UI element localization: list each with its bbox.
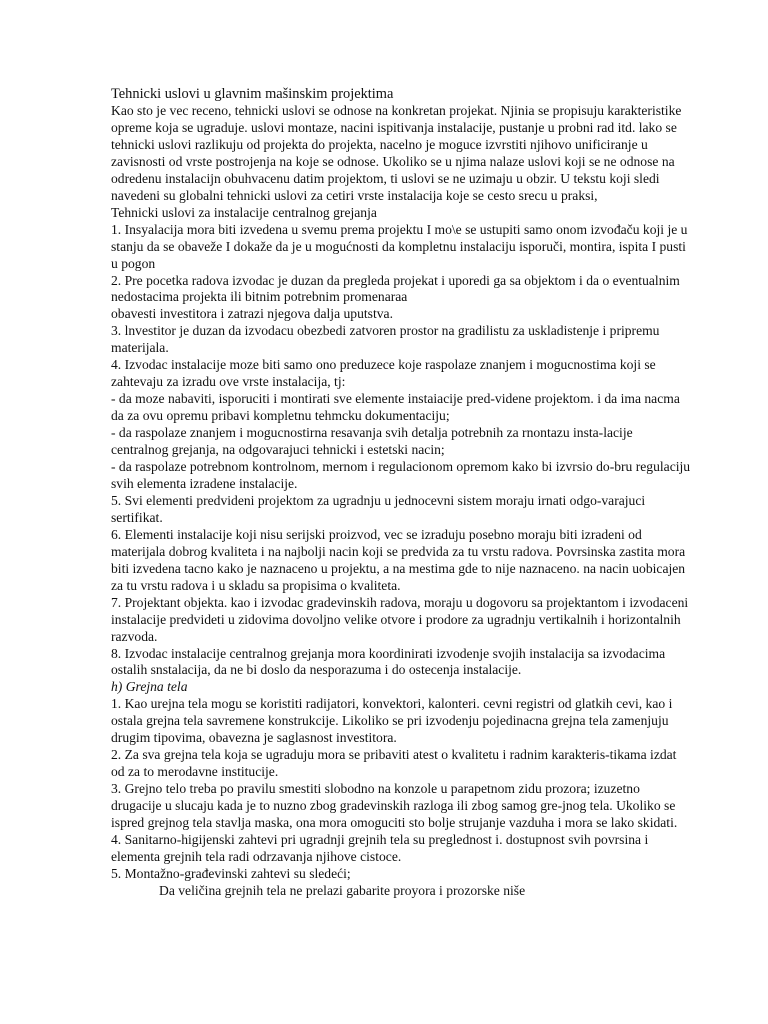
intro-paragraph: Kao sto je vec receno, tehnicki uslovi se odnose na konkretan projekat. Njinia se propisuju karakteristike opreme koja se ugraduje. uslovi montaze, nacini ispitivanja instalacije, pustanje u probni rad itd. lako se tehnicki uslovi razlikuju od projekta do projekta, nacelno je moguce izvrstiti njihovo unificiranje u zavisnosti od vrste postrojenja na koje se odnose. Ukoliko se u njima nalaze uslovi koji se ne odnose na odredenu instalacijn obuhvacenu datim projektom, ti uslovi se ne uzimaju u obzir. U tekstu koji sledi navedeni su globalni tehnicki uslovi za cetiri vrste instalacija koje se cesto srecu u praksi, — [111, 103, 682, 203]
paragraph-item: obavesti investitora i zatrazi njegova dalja uputstva. — [111, 306, 393, 322]
section-heading: Tehnicki uslovi za instalacije centralnog grejanja — [111, 204, 377, 220]
paragraph-item: 3. lnvestitor je duzan da izvodacu obezbedi zatvoren prostor na gradilistu za uskladistenje i pripremu materijala. — [111, 323, 660, 356]
paragraph-item: 4. Sanitarno-higijenski zahtevi pri ugradnji grejnih tela su preglednost i. dostupnost svih povrsina i elementa grejnih tela radi odrzavanja njihove cistoce. — [111, 831, 649, 864]
paragraph-item: 5. Montažno-građevinski zahtevi su sledeći; — [111, 865, 351, 881]
document-page — [111, 85, 691, 900]
paragraph-item: - da raspolaze znanjem i mogucnostirna resavanja svih detalja potrebnih za rnontazu insta-lacije centralnog grejanja, na odgovarajuci tehnicki i estetski nacin; — [111, 425, 633, 458]
paragraph-item: 2. Za sva grejna tela koja se ugraduju mora se pribaviti atest o kvalitetu i radnim karakteris-tikama izdat od za to merodavne institucije. — [111, 747, 677, 780]
paragraph-item: 8. Izvodac instalacije centralnog grejanja mora koordinirati izvodenje svojih instalacija sa izvodacima ostalih snstalacija, da ne bi doslo da nesporazuma i do ostecenja instalacije. — [111, 645, 666, 678]
paragraph-item: 1. Insyalacija mora biti izvedena u svemu prema projektu I mo\e se ustupiti samo onom izvođaču koji je u stanju da se obaveže I dokaže da je u mogućnosti da kompletnu instalaciju isporuči, montira, ispita I pusti u pogon — [111, 221, 688, 271]
paragraph-item: 2. Pre pocetka radova izvodac je duzan da pregleda projekat i uporedi ga sa objektom i da o eventualnim nedostacima projekta ili bitnim potrebnim promenaraa — [111, 272, 680, 305]
paragraph-item: 6. Elementi instalacije koji nisu serijski proizvod, vec se izraduju posebno moraju biti izradeni od materijala dobrog kvaliteta i na najbolji nacin koji se predvida za tu vrstu radova. Povrsinska zastita mora biti izvedena tacno kako je naznaceno u projektu, a na mestima gde to nije naznaceno. na nacin uobicajen za tu vrstu radova i u skladu sa propisima o kvaliteta. — [111, 526, 686, 593]
subsection-heading: h) Grejna tela — [111, 679, 188, 695]
paragraph-item: 4. Izvodac instalacije moze biti samo ono preduzece koje raspolaze znanjem i mogucnostima koji se zahtevaju za izradu ove vrste instalacija, tj: — [111, 357, 656, 390]
paragraph-item: 7. Projektant objekta. kao i izvodac gradevinskih radova, moraju u dogovoru sa projektantom i izvodaceni instalacije predvideti u zidovima dovoljno velike otvore i prodore za ugradnju vertikalnih i horizontalnih razvoda. — [111, 594, 689, 644]
document-title: Tehnicki uslovi u glavnim mašinskim projektima — [111, 86, 394, 102]
paragraph-item: - da moze nabaviti, isporuciti i montirati sve elemente instaiacije pred-videne projektom. i da ima nacma da za ovu opremu pribavi kompletnu tehmcku dokumentaciju; — [111, 391, 680, 424]
paragraph-item: 3. Grejno telo treba po pravilu smestiti slobodno na konzole u parapetnom zidu prozora; izuzetno drugacije u slucaju kada je to nuzno zbog gradevinskih razloga ili zbog samog gre-jnog tela. Ukoliko se ispred grejnog tela stavlja maska, ona mora omoguciti sto bolje strujanje vazduha i mora se lako skidati. — [111, 781, 678, 831]
paragraph-item: - da raspolaze potrebnom kontrolnom, mernom i regulacionom opremom kako bi izvrsio do-bru regulaciju svih elementa izradene instalacije. — [111, 459, 691, 491]
paragraph-item: 5. Svi elementi predvideni projektom za ugradnju u jednocevni sistem moraju irnati odgo-varajuci sertifikat. — [111, 492, 646, 525]
indented-line: Da veličina grejnih tela ne prelazi gabarite proyora i prozorske niše — [159, 882, 526, 898]
paragraph-item: 1. Kao urejna tela mogu se koristiti radijatori, konvektori, kalonteri. cevni registri od glatkih cevi, kao i ostala grejna tela savremene konstrukcije. Likoliko se pri izvodenju pojedinacna grejna tela zamenjuju drugim tipovima, obavezna je saglasnost investitora. — [111, 696, 673, 746]
